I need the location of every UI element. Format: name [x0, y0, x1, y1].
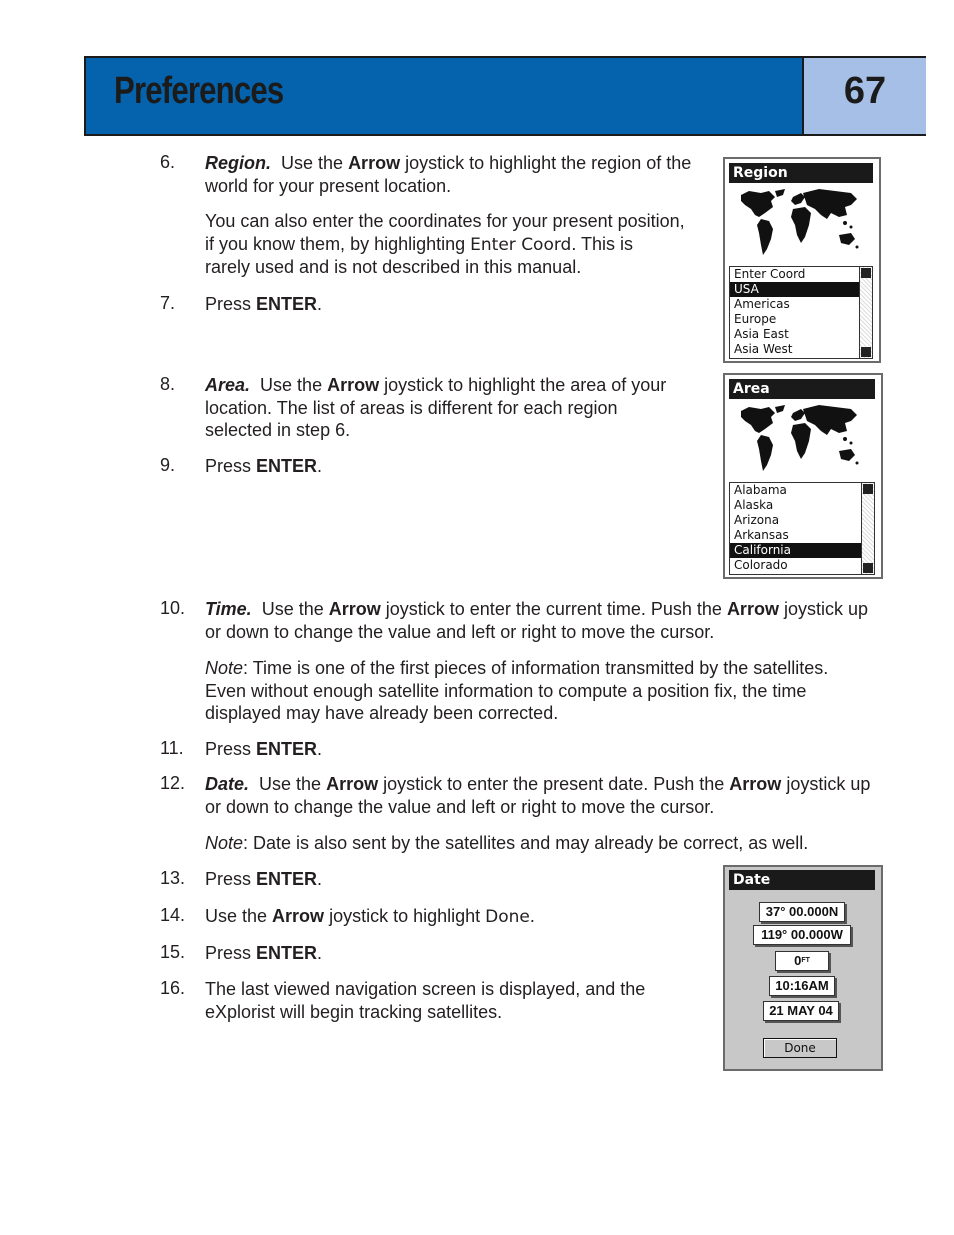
list-item[interactable]: Arizona [734, 513, 780, 527]
step-10-note: Note: Time is one of the first pieces of information transmitted by the satellites. Even without enough satellite information to compute a position fix, the time displayed may have already been corrected. [205, 658, 829, 723]
page-title: Preferences [114, 70, 284, 112]
list-item[interactable]: Europe [734, 312, 777, 326]
list-item-selected[interactable]: California [730, 543, 874, 558]
elevation-field[interactable]: $0^{FT}$ [775, 951, 829, 971]
step-14-text: Use the Arrow joystick to highlight Done. [205, 906, 535, 927]
date-screen [723, 865, 883, 1071]
latitude-field[interactable]: 37° 00.000N [759, 902, 845, 922]
area-title-bar: Area [729, 379, 875, 399]
scroll-down-icon[interactable] [863, 563, 873, 573]
longitude-field[interactable]: 119° 00.000W [753, 925, 851, 945]
step-number: 15. [160, 942, 186, 962]
scrollbar[interactable] [859, 267, 872, 358]
step-6-text: Region. Use the Arrow joystick to highlight the region of the world for your present location. [205, 153, 692, 196]
list-item[interactable]: Americas [734, 297, 790, 311]
date-title-bar: Date [729, 870, 875, 890]
step-number: 16. [160, 978, 186, 998]
step-number: 8. [160, 374, 176, 394]
step-number: 7. [160, 293, 176, 313]
step-16-text: The last viewed navigation screen is displayed, and the eXplorist will begin tracking satellites. [205, 979, 646, 1022]
done-button[interactable]: Done [763, 1038, 837, 1058]
step-number: 6. [160, 152, 176, 172]
step-15-text: Press ENTER. [205, 943, 323, 963]
title-bar [86, 58, 802, 134]
scrollbar[interactable] [861, 483, 874, 574]
scroll-up-icon[interactable] [863, 484, 873, 494]
step-10-text: Time. Use the Arrow joystick to enter the current time. Push the Arrow joystick up or down to change the value and left or right to move the cursor. [205, 599, 868, 642]
world-map-icon [735, 187, 863, 259]
step-13-text: Press ENTER. [205, 869, 323, 889]
step-6-paragraph-2: You can also enter the coordinates for your present position, if you know them, by highlighting Enter Coord. This is rarely used and is not described in this manual. [205, 211, 685, 277]
time-field[interactable]: 10:16AM [769, 976, 835, 996]
step-9-text: Press ENTER. [205, 456, 323, 476]
world-map-icon [735, 403, 863, 475]
step-12-text: Date. Use the Arrow joystick to enter the present date. Push the Arrow joystick up or down to change the value and left or right to move the cursor. [205, 774, 871, 817]
step-number: 11. [160, 738, 184, 758]
list-item[interactable]: Alaska [734, 498, 774, 512]
region-screen [723, 157, 881, 363]
list-item[interactable]: Alabama [734, 483, 787, 497]
list-item[interactable]: Arkansas [734, 528, 789, 542]
step-number: 12. [160, 773, 186, 793]
area-screen [723, 373, 883, 579]
page-number-box [802, 58, 926, 134]
area-list[interactable] [729, 482, 875, 575]
list-item-selected[interactable]: USA [730, 282, 872, 297]
region-title-bar: Region [729, 163, 873, 183]
region-list[interactable] [729, 266, 873, 359]
list-item[interactable]: Asia East [734, 327, 789, 341]
step-12-note: Note: Date is also sent by the satellites and may already be correct, as well. [205, 833, 809, 853]
step-7-text: Press ENTER. [205, 294, 323, 314]
step-number: 10. [160, 598, 186, 618]
page-number: 67 [843, 70, 887, 112]
list-item[interactable]: Enter Coord [734, 267, 806, 281]
step-number: 13. [160, 868, 186, 888]
list-item[interactable]: Colorado [734, 558, 788, 572]
step-number: 14. [160, 905, 186, 925]
list-item[interactable]: Asia West [734, 342, 793, 356]
step-11-text: Press ENTER. [205, 739, 323, 759]
date-field[interactable]: 21 MAY 04 [763, 1001, 839, 1021]
page-header [84, 56, 926, 136]
scroll-down-icon[interactable] [861, 347, 871, 357]
step-number: 9. [160, 455, 176, 475]
scroll-up-icon[interactable] [861, 268, 871, 278]
step-8-text: Area. Use the Arrow joystick to highlight the area of your location. The list of areas is different for each region selected in step 6. [205, 375, 667, 440]
